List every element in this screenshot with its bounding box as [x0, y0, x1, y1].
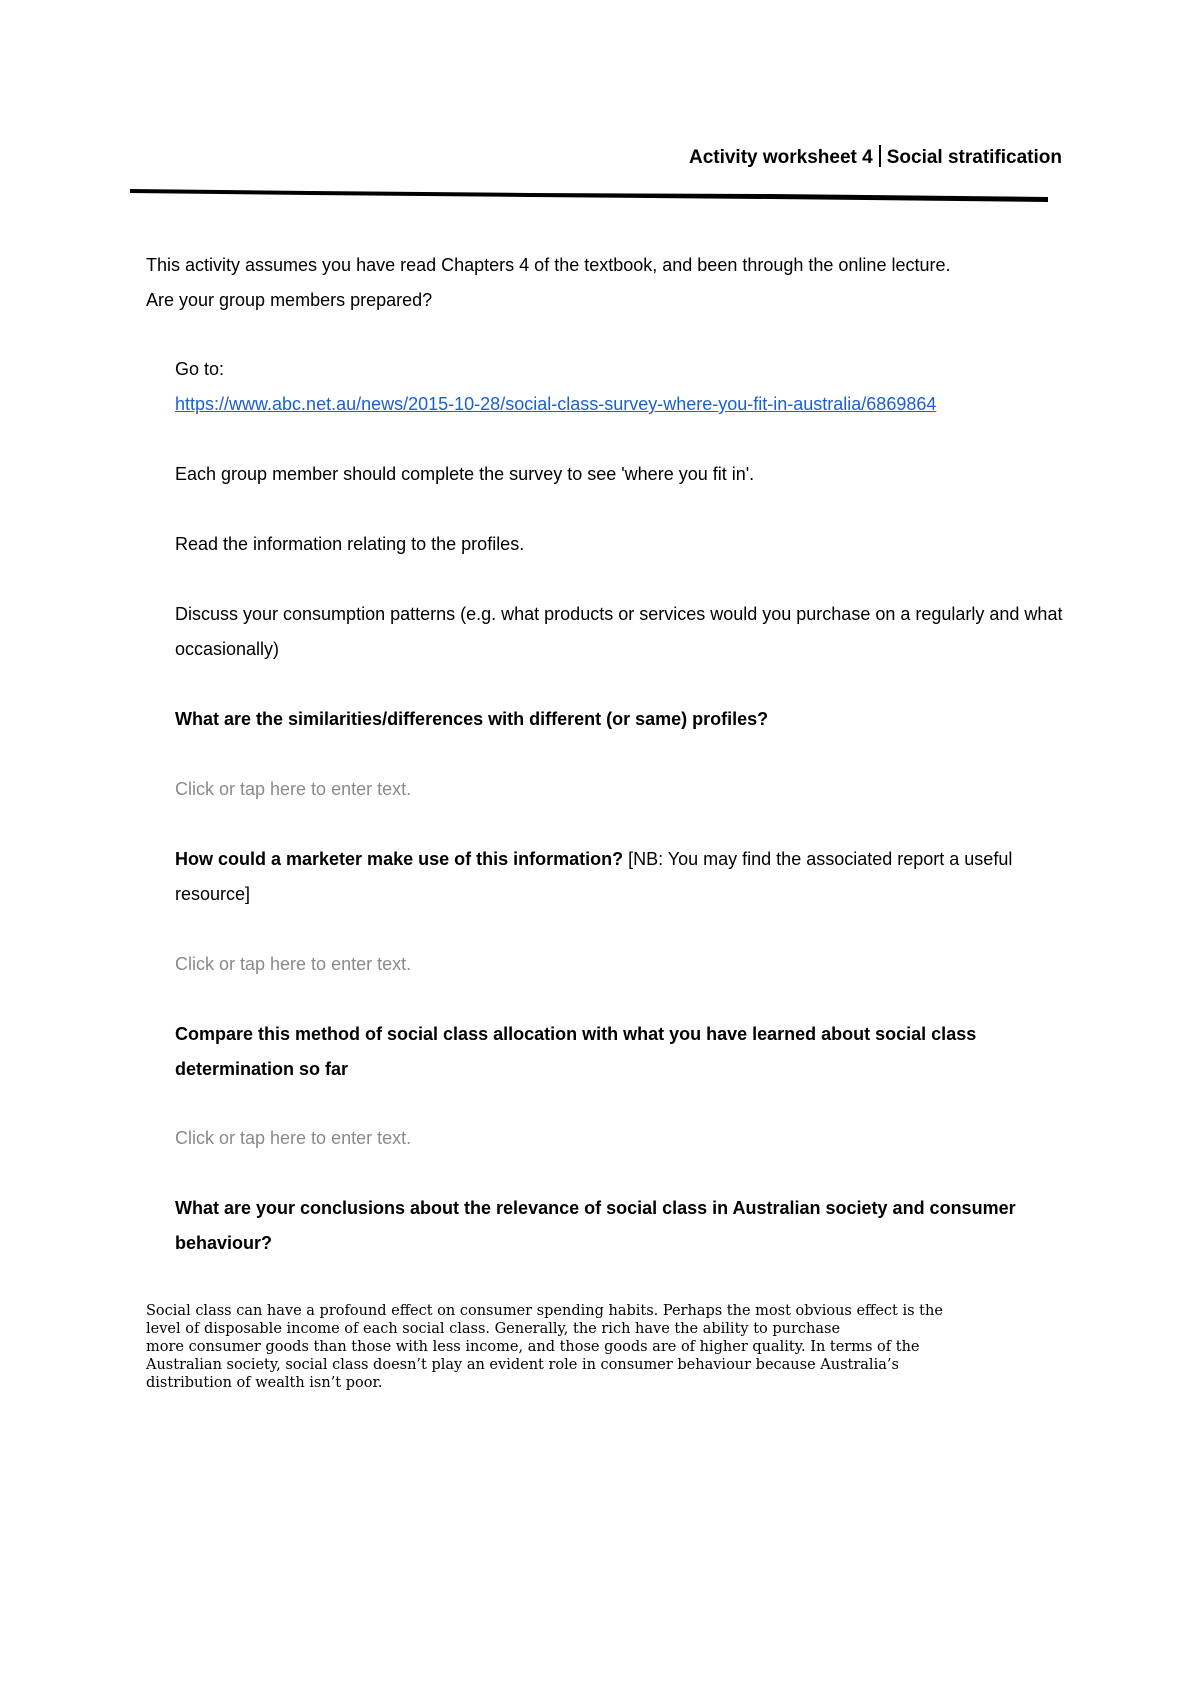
instruction-step-2: Read the information relating to the profiles.: [175, 534, 525, 554]
header-title-worksheet: Activity worksheet 4: [688, 147, 873, 168]
answer-line: level of disposable income of each social class. Generally, the rich have the ability to purchase: [146, 1321, 841, 1337]
answer-field-3[interactable]: Click or tap here to enter text.: [175, 1128, 412, 1148]
header-rule: [130, 188, 1050, 202]
question-2: How could a marketer make use of this information?: [175, 849, 624, 869]
answer-field-2[interactable]: Click or tap here to enter text.: [175, 954, 412, 974]
header-title-topic: Social stratification: [886, 147, 1062, 168]
answer-field-1[interactable]: Click or tap here to enter text.: [175, 779, 412, 799]
survey-link[interactable]: https://www.abc.net.au/news/2015-10-28/social-class-survey-where-you-fit-in-australia/6869864: [175, 394, 937, 414]
instruction-step-1: Each group member should complete the survey to see 'where you fit in'.: [175, 464, 755, 484]
intro-line: This activity assumes you have read Chapters 4 of the textbook, and been through the online lecture.: [146, 255, 951, 275]
goto-label: Go to:: [175, 359, 225, 379]
answer-line: Social class can have a profound effect on consumer spending habits. Perhaps the most obvious effect is the: [146, 1303, 943, 1319]
answer-text: [146, 1302, 1046, 1392]
question-1: What are the similarities/differences with different (or same) profiles?: [175, 709, 769, 729]
answer-line: more consumer goods than those with less income, and those goods are of higher quality. In terms of the: [146, 1339, 920, 1355]
goto-block: [175, 352, 1065, 422]
question-4: What are your conclusions about the relevance of social class in Australian society and consumer behaviour?: [175, 1198, 1016, 1253]
question-2-note: [NB: You may find the associated report a useful resource]: [175, 849, 1013, 904]
instruction-step-3: Discuss your consumption patterns (e.g. what products or services would you purchase on a regularly and what occasionally): [175, 604, 1063, 659]
intro-line: Are your group members prepared?: [146, 290, 433, 310]
intro-paragraph: [146, 248, 1096, 318]
answer-line: Australian society, social class doesn’t play an evident role in consumer behaviour because Australia’s: [146, 1357, 899, 1373]
header-separator: [879, 145, 881, 167]
question-2-block: [175, 842, 1065, 912]
question-3: Compare this method of social class allocation with what you have learned about social class determination so far: [175, 1024, 977, 1079]
answer-line: distribution of wealth isn’t poor.: [146, 1375, 383, 1391]
page-header: [689, 145, 1062, 169]
